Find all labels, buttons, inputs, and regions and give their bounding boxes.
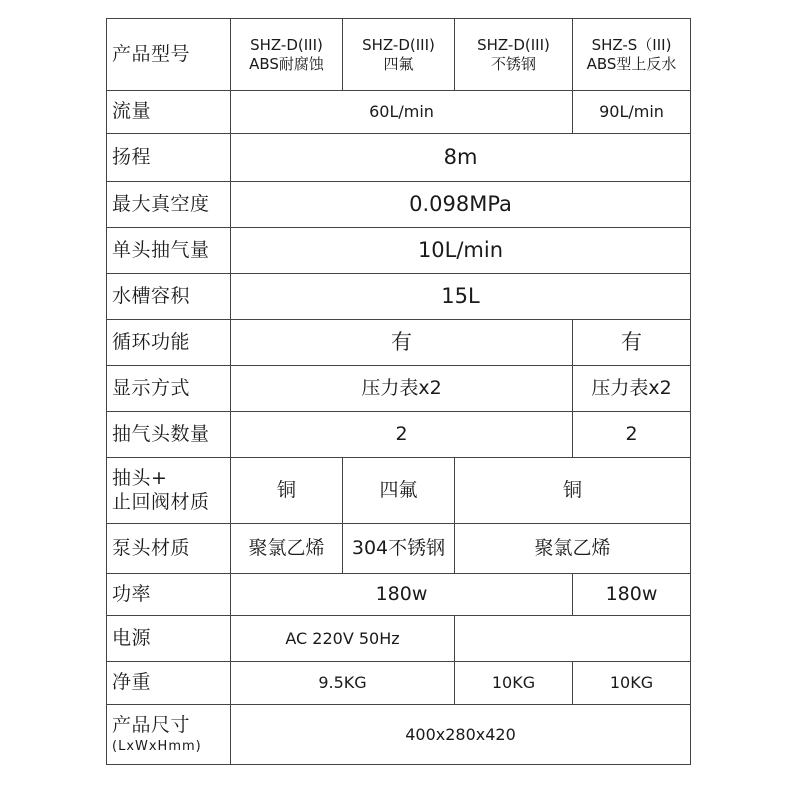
value-supply: AC 220V 50Hz (231, 616, 455, 662)
value-vacuum: 0.098MPa (231, 182, 691, 228)
value-power-s: 180w (573, 574, 691, 616)
value-pump-steel: 304不锈钢 (343, 524, 455, 574)
label-heads: 抽气头数量 (107, 412, 231, 458)
model-col-4: SHZ-S（III) ABS型上反水 (573, 19, 691, 91)
value-head: 8m (231, 134, 691, 182)
label-size: 产品尺寸 (LxWxHmm) (107, 705, 231, 765)
row-supply (107, 616, 691, 662)
row-valve (107, 458, 691, 524)
value-heads-s: 2 (573, 412, 691, 458)
label-weight: 净重 (107, 662, 231, 705)
row-suction (107, 228, 691, 274)
value-size: 400x280x420 (231, 705, 691, 765)
value-weight-3: 10KG (573, 662, 691, 705)
label-display: 显示方式 (107, 366, 231, 412)
value-flow-s: 90L/min (573, 91, 691, 134)
label-tank: 水槽容积 (107, 274, 231, 320)
label-supply: 电源 (107, 616, 231, 662)
value-heads-d: 2 (231, 412, 573, 458)
row-display (107, 366, 691, 412)
value-supply-empty (455, 616, 691, 662)
label-suction: 单头抽气量 (107, 228, 231, 274)
value-valve-abs: 铜 (231, 458, 343, 524)
value-circulation-d: 有 (231, 320, 573, 366)
row-head (107, 134, 691, 182)
row-size (107, 705, 691, 765)
label-pump: 泵头材质 (107, 524, 231, 574)
model-col-3: SHZ-D(III) 不锈钢 (455, 19, 573, 91)
model-col-2: SHZ-D(III) 四氟 (343, 19, 455, 91)
label-power: 功率 (107, 574, 231, 616)
label-vacuum: 最大真空度 (107, 182, 231, 228)
row-flow (107, 91, 691, 134)
value-power-d: 180w (231, 574, 573, 616)
value-display-s: 压力表x2 (573, 366, 691, 412)
value-suction: 10L/min (231, 228, 691, 274)
row-circulation (107, 320, 691, 366)
label-flow: 流量 (107, 91, 231, 134)
model-col-1: SHZ-D(III) ABS耐腐蚀 (231, 19, 343, 91)
row-power (107, 574, 691, 616)
row-heads (107, 412, 691, 458)
label-model: 产品型号 (107, 19, 231, 91)
value-weight-2: 10KG (455, 662, 573, 705)
row-weight (107, 662, 691, 705)
row-tank (107, 274, 691, 320)
row-pump (107, 524, 691, 574)
spec-table (106, 18, 691, 765)
value-flow-d: 60L/min (231, 91, 573, 134)
value-circulation-s: 有 (573, 320, 691, 366)
value-valve-other: 铜 (455, 458, 691, 524)
value-pump-other: 聚氯乙烯 (455, 524, 691, 574)
value-weight-1: 9.5KG (231, 662, 455, 705)
value-pump-abs: 聚氯乙烯 (231, 524, 343, 574)
value-valve-ptfe: 四氟 (343, 458, 455, 524)
value-tank: 15L (231, 274, 691, 320)
row-model (107, 19, 691, 91)
label-circulation: 循环功能 (107, 320, 231, 366)
row-vacuum (107, 182, 691, 228)
value-display-d: 压力表x2 (231, 366, 573, 412)
label-valve: 抽头+ 止回阀材质 (107, 458, 231, 524)
label-head: 扬程 (107, 134, 231, 182)
